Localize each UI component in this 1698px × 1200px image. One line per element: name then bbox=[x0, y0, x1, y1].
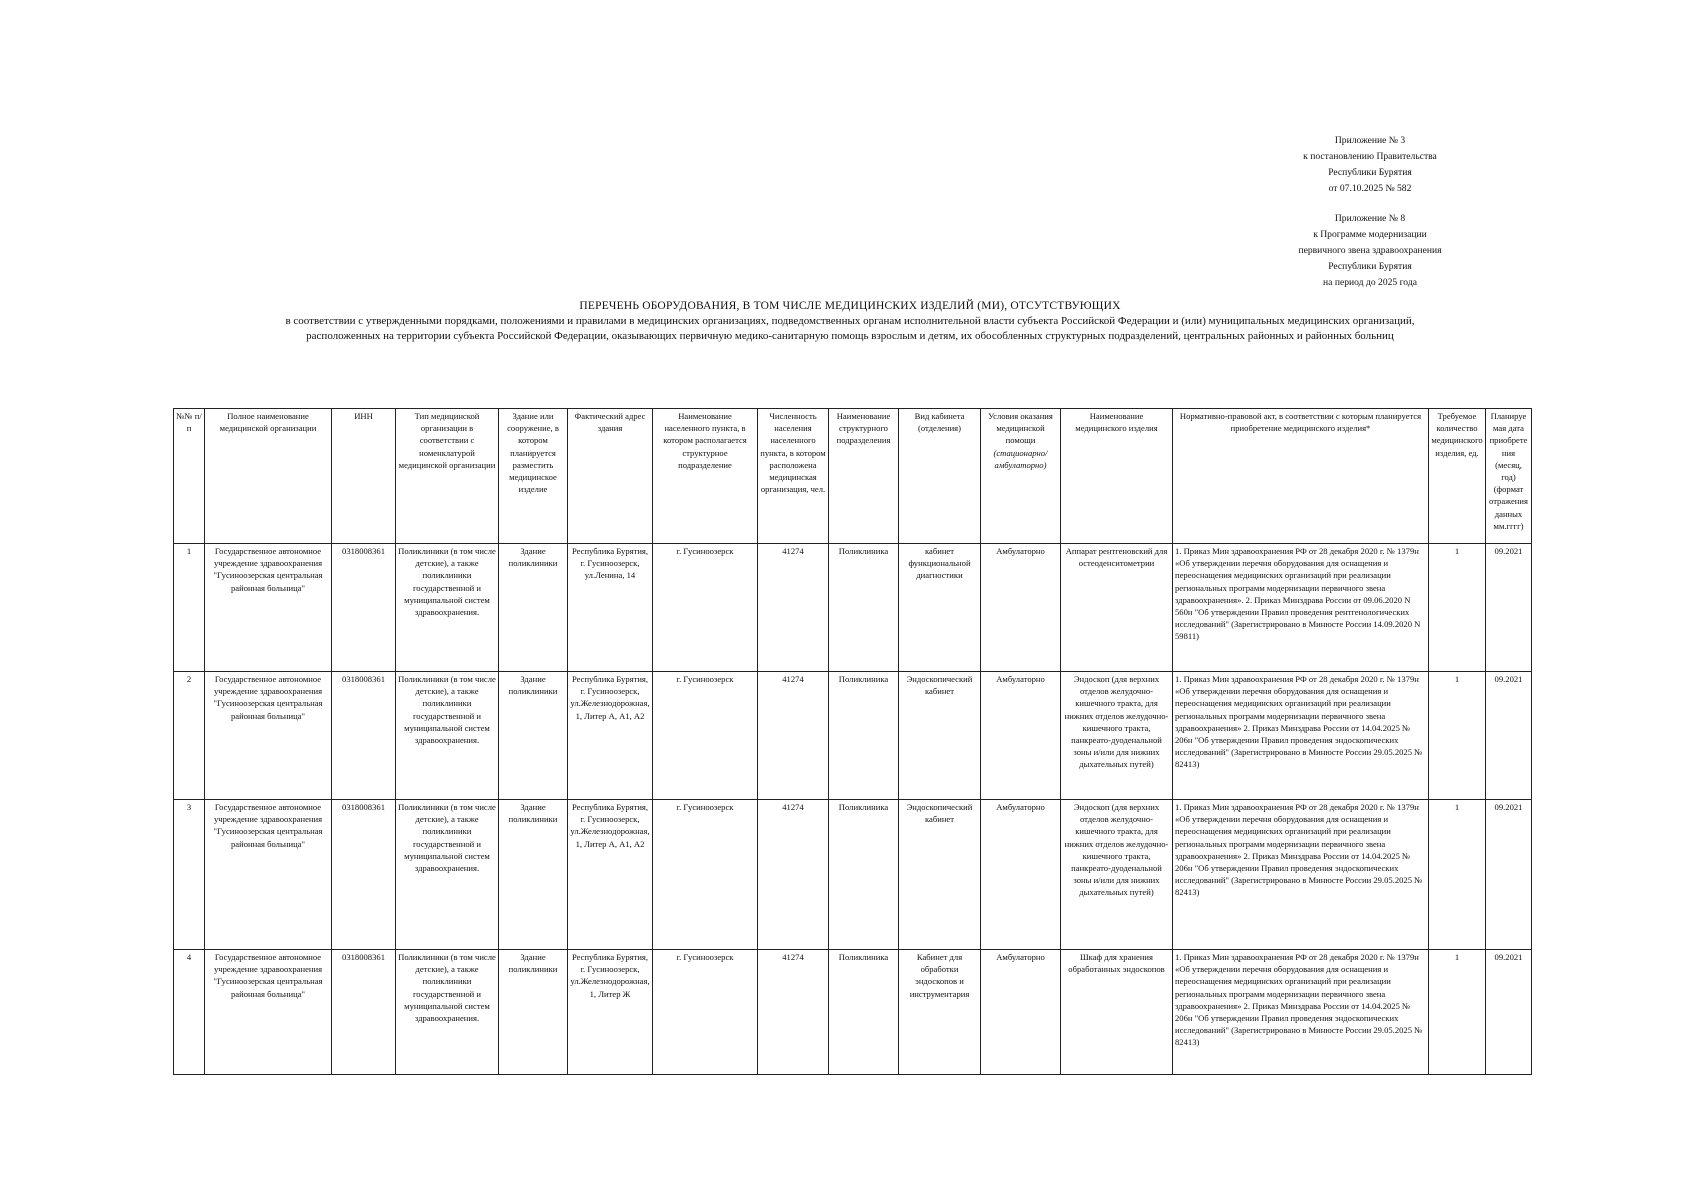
appendix-8-block bbox=[1255, 211, 1485, 291]
cell-conditions: Амбулаторно bbox=[981, 800, 1061, 950]
cell-building: Здание поликлиники bbox=[499, 800, 568, 950]
cell-settlement: г. Гусиноозерск bbox=[653, 544, 758, 672]
cell-org-name: Государственное автономное учреждение здравоохранения "Гусиноозерская центральная районная больница" bbox=[205, 544, 332, 672]
document-subtitle-line-2: расположенных на территории субъекта Российской Федерации, оказывающих первичную медико-санитарную помощь взрослым и детям, их обособленных структурных подразделений, центральных районных и районных больниц bbox=[306, 330, 1394, 342]
header-org-type: Тип медицинской организации в соответствии с номенклатурой медицинской организации bbox=[396, 409, 499, 544]
header-quantity: Требуемое количество медицинского изделия, ед. bbox=[1429, 409, 1486, 544]
cell-address: Республика Бурятия, г. Гусиноозерск, ул.Ленина, 14 bbox=[568, 544, 653, 672]
appendix-8-line-5: на период до 2025 года bbox=[1323, 277, 1417, 288]
cell-unit-name: Поликлиника bbox=[829, 544, 899, 672]
cell-device: Эндоскоп (для верхних отделов желудочно-кишечного тракта, для нижних отделов желудочно-кишечного тракта, панкреато-дуоденальной зоны и/или для нижних дыхательных путей) bbox=[1061, 800, 1173, 950]
header-building: Здание или сооружение, в котором планируется разместить медицинское изделие bbox=[499, 409, 568, 544]
cell-quantity: 1 bbox=[1429, 800, 1486, 950]
cell-conditions: Амбулаторно bbox=[981, 950, 1061, 1075]
cell-conditions: Амбулаторно bbox=[981, 672, 1061, 800]
document-subtitle-line-1: в соответствии с утвержденными порядками, положениями и правилами в медицинских организациях, подведомственных органам исполнительной власти субъекта Российской Федерации и (или) муниципальных медицинских организаций, bbox=[285, 315, 1415, 327]
cell-cabinet: Эндоскопический кабинет bbox=[899, 800, 981, 950]
cell-unit-name: Поликлиника bbox=[829, 672, 899, 800]
appendix-8-line-2: к Программе модернизации bbox=[1313, 229, 1427, 240]
cell-date: 09.2021 bbox=[1486, 950, 1532, 1075]
appendix-3-line-1: Приложение № 3 bbox=[1334, 135, 1406, 146]
appendix-3-line-2: к постановлению Правительства bbox=[1303, 151, 1437, 162]
cell-settlement: г. Гусиноозерск bbox=[653, 672, 758, 800]
cell-legal-act: 1. Приказ Мин здравоохранения РФ от 28 декабря 2020 г. № 1379н «Об утверждении перечня оборудования для оснащения и переоснащения медицинских организаций при реализации региональных программ модернизации первичного звена здравоохранения» 2. Приказ Минздрава России от 14.04.2025 № 206н "Об утверждении Правил проведения эндоскопических исследований" (Зарегистрировано в Минюсте России 29.05.2025 № 82413) bbox=[1173, 950, 1429, 1075]
cell-legal-act: 1. Приказ Мин здравоохранения РФ от 28 декабря 2020 г. № 1379н «Об утверждении перечня оборудования для оснащения и переоснащения медицинских организаций при реализации региональных программ модернизации первичного звена здравоохранения» 2. Приказ Минздрава России от 14.04.2025 № 206н "Об утверждении Правил проведения эндоскопических исследований" (Зарегистрировано в Минюсте России 29.05.2025 № 82413) bbox=[1173, 672, 1429, 800]
appendix-8-line-1: Приложение № 8 bbox=[1334, 213, 1406, 224]
appendix-8-line-4: Республики Бурятия bbox=[1328, 261, 1412, 272]
appendix-3-line-3: Республики Бурятия bbox=[1328, 167, 1412, 178]
header-population: Численность населения населенного пункта, в котором расположена медицинская организация, чел. bbox=[758, 409, 829, 544]
equipment-table bbox=[173, 408, 1532, 1075]
header-device: Наименование медицинского изделия bbox=[1061, 409, 1173, 544]
cell-inn: 0318008361 bbox=[332, 544, 396, 672]
cell-quantity: 1 bbox=[1429, 672, 1486, 800]
header-conditions-italic: (стационарно/амбулаторно) bbox=[993, 447, 1048, 470]
cell-num: 1 bbox=[174, 544, 205, 672]
cell-inn: 0318008361 bbox=[332, 800, 396, 950]
cell-date: 09.2021 bbox=[1486, 800, 1532, 950]
cell-conditions: Амбулаторно bbox=[981, 544, 1061, 672]
header-inn: ИНН bbox=[332, 409, 396, 544]
header-unit-name: Наименование структурного подразделения bbox=[829, 409, 899, 544]
cell-num: 4 bbox=[174, 950, 205, 1075]
table-header-row bbox=[174, 409, 1532, 544]
cell-address: Республика Бурятия, г. Гусиноозерск, ул.Железнодорожная, 1, Литер А, А1, А2 bbox=[568, 672, 653, 800]
appendix-3-block bbox=[1255, 133, 1485, 197]
cell-date: 09.2021 bbox=[1486, 672, 1532, 800]
cell-building: Здание поликлиники bbox=[499, 950, 568, 1075]
cell-settlement: г. Гусиноозерск bbox=[653, 800, 758, 950]
cell-population: 41274 bbox=[758, 950, 829, 1075]
cell-inn: 0318008361 bbox=[332, 672, 396, 800]
document-title: ПЕРЕЧЕНЬ ОБОРУДОВАНИЯ, В ТОМ ЧИСЛЕ МЕДИЦИНСКИХ ИЗДЕЛИЙ (МИ), ОТСУТСТВУЮЩИХ bbox=[579, 300, 1121, 312]
cell-cabinet: Эндоскопический кабинет bbox=[899, 672, 981, 800]
header-settlement: Наименование населенного пункта, в котором располагается структурное подразделение bbox=[653, 409, 758, 544]
table-row bbox=[174, 800, 1532, 950]
header-conditions bbox=[981, 409, 1061, 544]
cell-population: 41274 bbox=[758, 544, 829, 672]
cell-unit-name: Поликлиника bbox=[829, 800, 899, 950]
cell-org-name: Государственное автономное учреждение здравоохранения "Гусиноозерская центральная районная больница" bbox=[205, 950, 332, 1075]
cell-org-name: Государственное автономное учреждение здравоохранения "Гусиноозерская центральная районная больница" bbox=[205, 800, 332, 950]
cell-org-type: Поликлиники (в том числе детские), а также поликлиники государственной и муниципальной систем здравоохранения. bbox=[396, 800, 499, 950]
cell-quantity: 1 bbox=[1429, 544, 1486, 672]
header-legal-act: Нормативно-правовой акт, в соответствии с которым планируется приобретение медицинского изделия* bbox=[1173, 409, 1429, 544]
appendix-8-line-3: первичного звена здравоохранения bbox=[1298, 245, 1442, 256]
header-num: №№ п/п bbox=[174, 409, 205, 544]
cell-org-name: Государственное автономное учреждение здравоохранения "Гусиноозерская центральная районная больница" bbox=[205, 672, 332, 800]
cell-unit-name: Поликлиника bbox=[829, 950, 899, 1075]
cell-num: 2 bbox=[174, 672, 205, 800]
header-address: Фактический адрес здания bbox=[568, 409, 653, 544]
cell-device: Шкаф для хранения обработанных эндоскопов bbox=[1061, 950, 1173, 1075]
cell-cabinet: кабинет функциональной диагностики bbox=[899, 544, 981, 672]
table-row bbox=[174, 544, 1532, 672]
cell-building: Здание поликлиники bbox=[499, 544, 568, 672]
cell-org-type: Поликлиники (в том числе детские), а также поликлиники государственной и муниципальной систем здравоохранения. bbox=[396, 672, 499, 800]
cell-quantity: 1 bbox=[1429, 950, 1486, 1075]
table-row bbox=[174, 672, 1532, 800]
header-date: Планируемая дата приобретения (месяц, год) (формат отражения данных мм.гггг) bbox=[1486, 409, 1532, 544]
cell-org-type: Поликлиники (в том числе детские), а также поликлиники государственной и муниципальной систем здравоохранения. bbox=[396, 950, 499, 1075]
cell-num: 3 bbox=[174, 800, 205, 950]
cell-population: 41274 bbox=[758, 672, 829, 800]
document-title-block bbox=[150, 299, 1550, 344]
header-conditions-label: Условия оказания медицинской помощи bbox=[988, 411, 1053, 446]
cell-cabinet: Кабинет для обработки эндоскопов и инструментария bbox=[899, 950, 981, 1075]
header-org-name: Полное наименование медицинской организации bbox=[205, 409, 332, 544]
cell-date: 09.2021 bbox=[1486, 544, 1532, 672]
table-row bbox=[174, 950, 1532, 1075]
cell-device: Аппарат рентгеновский для остеоденситометрии bbox=[1061, 544, 1173, 672]
cell-legal-act: 1. Приказ Мин здравоохранения РФ от 28 декабря 2020 г. № 1379н «Об утверждении перечня оборудования для оснащения и переоснащения медицинских организаций при реализации региональных программ модернизации первичного звена здравоохранения» 2. Приказ Минздрава России от 14.04.2025 № 206н "Об утверждении Правил проведения эндоскопических исследований" (Зарегистрировано в Минюсте России 29.05.2025 № 82413) bbox=[1173, 800, 1429, 950]
cell-building: Здание поликлиники bbox=[499, 672, 568, 800]
cell-population: 41274 bbox=[758, 800, 829, 950]
cell-org-type: Поликлиники (в том числе детские), а также поликлиники государственной и муниципальной систем здравоохранения. bbox=[396, 544, 499, 672]
cell-address: Республика Бурятия, г. Гусиноозерск, ул.Железнодорожная, 1, Литер Ж bbox=[568, 950, 653, 1075]
header-cabinet: Вид кабинета (отделения) bbox=[899, 409, 981, 544]
cell-device: Эндоскоп (для верхних отделов желудочно-кишечного тракта, для нижних отделов желудочно-кишечного тракта, панкреато-дуоденальной зоны и/или для нижних дыхательных путей) bbox=[1061, 672, 1173, 800]
cell-settlement: г. Гусиноозерск bbox=[653, 950, 758, 1075]
cell-legal-act: 1. Приказ Мин здравоохранения РФ от 28 декабря 2020 г. № 1379н «Об утверждении перечня оборудования для оснащения и переоснащения медицинских организаций при реализации региональных программ модернизации первичного звена здравоохранения». 2. Приказ Минздрава России от 09.06.2020 N 560н "Об утверждении Правил проведения рентгенологических исследований" (Зарегистрировано в Минюсте России 14.09.2020 N 59811) bbox=[1173, 544, 1429, 672]
appendix-3-line-4: от 07.10.2025 № 582 bbox=[1328, 183, 1412, 194]
cell-address: Республика Бурятия, г. Гусиноозерск, ул.Железнодорожная, 1, Литер А, А1, А2 bbox=[568, 800, 653, 950]
cell-inn: 0318008361 bbox=[332, 950, 396, 1075]
